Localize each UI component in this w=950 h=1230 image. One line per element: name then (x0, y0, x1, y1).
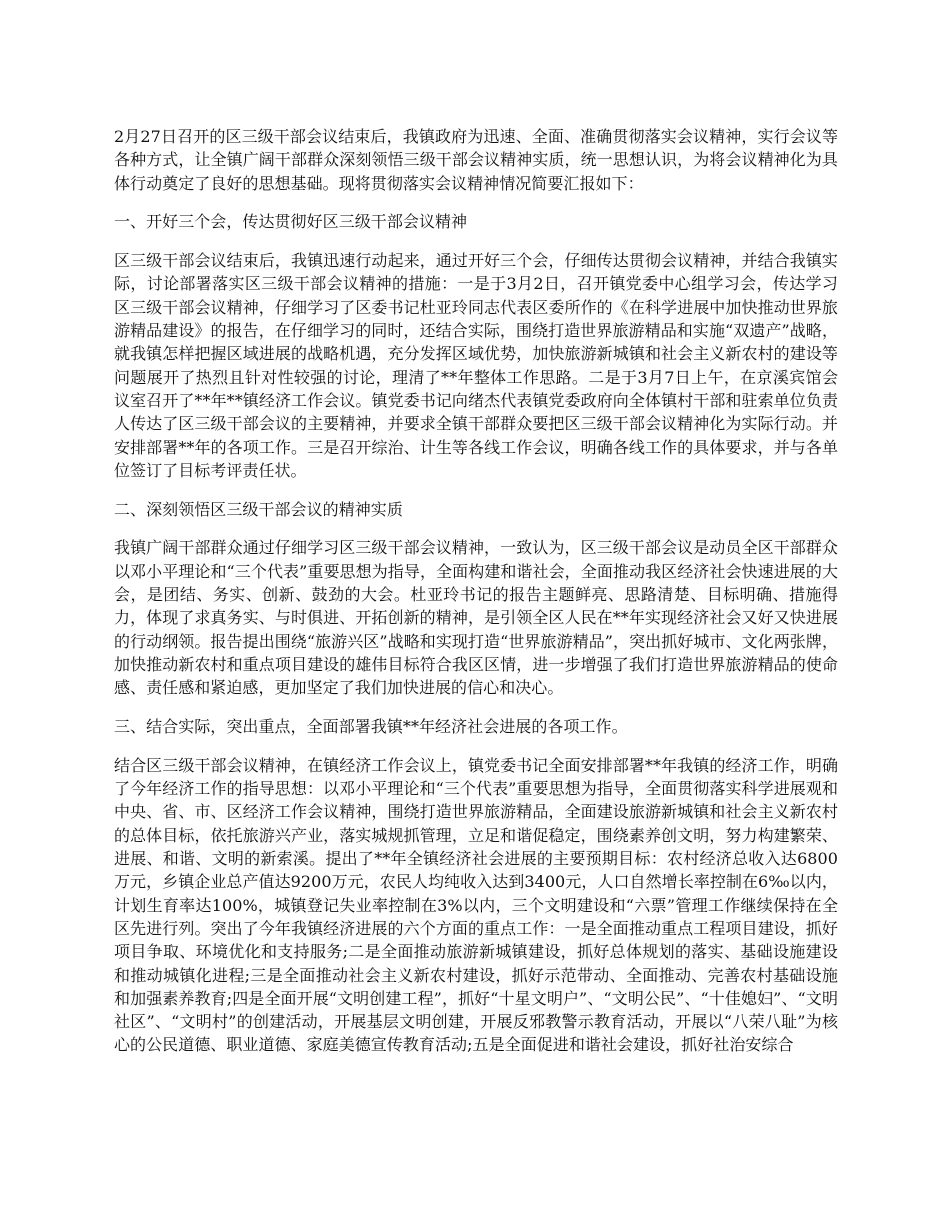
section-heading-1: 一、开好三个会，传达贯彻好区三级干部会议精神 (114, 212, 468, 232)
section-heading-3: 三、结合实际，突出重点，全面部署我镇**年经济社会进展的各项工作。 (114, 717, 628, 737)
section-2-paragraph: 我镇广阔干部群众通过仔细学习区三级干部会议精神，一致认为，区三级干部会议是动员全区干部群众以邓小平理论和“三个代表”重要思想为指导，全面构建和谐社会，全面推动我区经济社会快速进展的大会，是团结、务实、创新、鼓劲的大会。杜亚玲书记的报告主题鲜亮、思路清楚、目标明确、措施得力，体现了求真务实、与时俱进、开拓创新的精神，是引领全区人民在**年实现经济社会又好又快进展的行动纲领。报告提出围绕“旅游兴区”战略和实现打造“世界旅游精品”，突出抓好城市、文化两张牌，加快推动新农村和重点项目建设的雄伟目标符合我区区情，进一步增强了我们打造世界旅游精品的使命感、责任感和紧迫感，更加坚定了我们加快进展的信心和决心。 (114, 538, 838, 698)
intro-paragraph: 2月27日召开的区三级干部会议结束后，我镇政府为迅速、全面、准确贯彻落实会议精神，实行会议等各种方式，让全镇广阔干部群众深刻领悟三级干部会议精神实质，统一思想认识，为将会议精神化为具体行动奠定了良好的思想基础。现将贯彻落实会议精神情况简要汇报如下： (114, 127, 838, 193)
section-1-paragraph: 区三级干部会议结束后，我镇迅速行动起来，通过开好三个会，仔细传达贯彻会议精神，并结合我镇实际，讨论部署落实区三级干部会议精神的措施：一是于3月2日，召开镇党委中心组学习会，传达学习区三级干部会议精神，仔细学习了区委书记杜亚玲同志代表区委所作的《在科学进展中加快推动世界旅游精品建设》的报告，在仔细学习的同时，还结合实际，围绕打造世界旅游精品和实施“双遗产”战略，就我镇怎样把握区域进展的战略机遇，充分发挥区域优势，加快旅游新城镇和社会主义新农村的建设等问题展开了热烈且针对性较强的讨论，理清了**年整体工作思路。二是于3月7日上午，在京溪宾馆会议室召开了**年**镇经济工作会议。镇党委书记向绪杰代表镇党委政府向全体镇村干部和驻索单位负责人传达了区三级干部会议的主要精神，并要求全镇干部群众要把区三级干部会议精神化为实际行动。并安排部署**年的各项工作。三是召开综治、计生等各线工作会议，明确各线工作的具体要求，并与各单位签订了目标考评责任状。 (114, 251, 838, 480)
section-3-paragraph: 结合区三级干部会议精神，在镇经济工作会议上，镇党委书记全面安排部署**年我镇的经济工作，明确了今年经济工作的指导思想：以邓小平理论和“三个代表”重要思想为指导，全面贯彻落实科学进展观和中央、省、市、区经济工作会议精神，围绕打造世界旅游精品，全面建设旅游新城镇和社会主义新农村的总体目标，依托旅游兴产业，落实城规抓管理，立足和谐促稳定，围绕素养创文明，努力构建繁荣、进展、和谐、文明的新索溪。提出了**年全镇经济社会进展的主要预期目标：农村经济总收入达6800万元，乡镇企业总产值达9200万元，农民人均纯收入达到3400元，人口自然增长率控制在6‰以内，计划生育率达100%，城镇登记失业率控制在3%以内，三个文明建设和“六票”管理工作继续保持在全区先进行列。突出了今年我镇经济进展的六个方面的重点工作：一是全面推动重点工程项目建设，抓好项目争取、环境优化和支持服务;二是全面推动旅游新城镇建设，抓好总体规划的落实、基础设施建设和推动城镇化进程;三是全面推动社会主义新农村建设，抓好示范带动、全面推动、完善农村基础设施和加强素养教育;四是全面开展“文明创建工程”，抓好“十星文明户”、“文明公民”、“十佳媳妇”、“文明社区”、“文明村”的创建活动，开展基层文明创建，开展反邪教警示教育活动，开展以“八荣八耻”为核心的公民道德、职业道德、家庭美德宣传教育活动;五是全面促进和谐社会建设，抓好社治安综合 (114, 755, 838, 1055)
section-heading-2: 二、深刻领悟区三级干部会议的精神实质 (114, 499, 403, 519)
document-page (114, 125, 838, 1072)
